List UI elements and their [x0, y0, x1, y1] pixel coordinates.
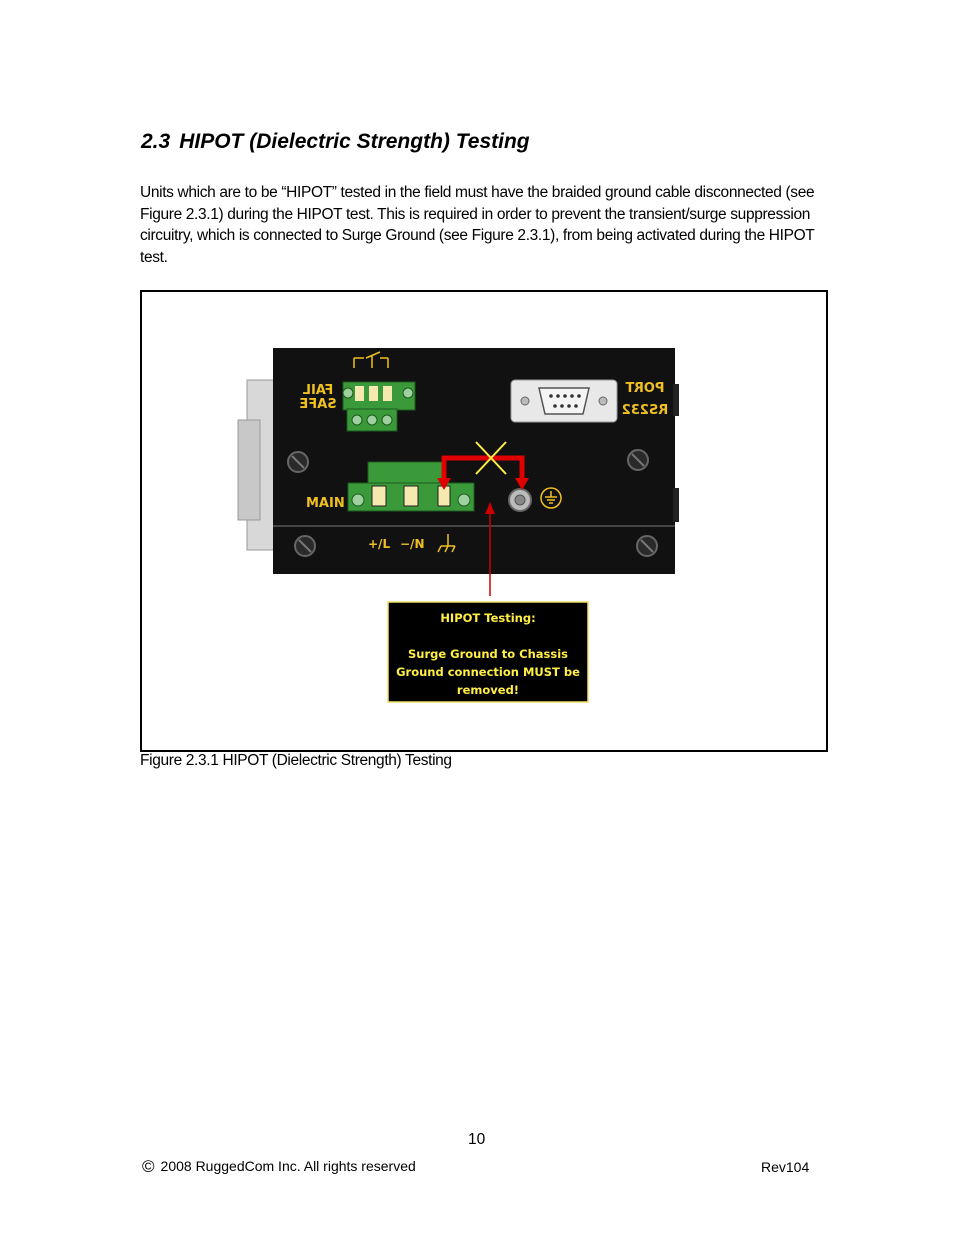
figure-frame	[140, 290, 828, 752]
screw-top-right	[628, 450, 648, 470]
side-connector	[238, 420, 260, 520]
port-label: PORT	[625, 381, 665, 396]
screw-bottom-left	[295, 536, 315, 556]
callout-line-2: Ground connection MUST be	[396, 665, 580, 679]
copyright-text: 2008 RuggedCom Inc. All rights reserved	[160, 1158, 416, 1174]
screw-top-left	[288, 452, 308, 472]
callout-title: HIPOT Testing:	[440, 611, 536, 625]
callout-line-3: removed!	[456, 683, 520, 697]
rs232-label: RS232	[621, 403, 669, 418]
figure-caption: Figure 2.3.1 HIPOT (Dielectric Strength) Testing	[140, 752, 452, 769]
copyright-icon: ©	[142, 1157, 155, 1176]
callout-line-1: Surge Ground to Chassis	[407, 647, 569, 661]
section-heading	[141, 130, 530, 154]
surge-ground-stud	[509, 489, 531, 511]
plus-l-label: +/L	[368, 537, 391, 551]
section-title: HIPOT (Dielectric Strength) Testing	[179, 130, 530, 153]
minus-n-label: −/N	[400, 537, 425, 551]
footer-revision: Rev104	[761, 1159, 810, 1175]
section-number: 2.3	[141, 130, 171, 153]
fail-label: FAIL	[302, 383, 334, 398]
main-label: MAIN	[306, 496, 345, 511]
right-tab-bottom	[673, 488, 679, 522]
rs232-port	[511, 380, 617, 422]
body-paragraph: Units which are to be “HIPOT” tested in the field must have the braided ground cable disconnected (see Figure 2.3.1) during the HIPOT test. This is required in order to prevent the transient/surge suppression circuitry, which is connected to Surge Ground (see Figure 2.3.1), from being activated during the HIPOT test.	[140, 184, 815, 266]
safe-label: SAFE	[299, 397, 337, 412]
hipot-callout	[388, 602, 588, 702]
page-number: 10	[468, 1131, 486, 1148]
screw-bottom-right	[637, 536, 657, 556]
right-tab-top	[673, 384, 679, 416]
device-diagram	[142, 292, 826, 750]
footer-copyright	[142, 1157, 416, 1177]
